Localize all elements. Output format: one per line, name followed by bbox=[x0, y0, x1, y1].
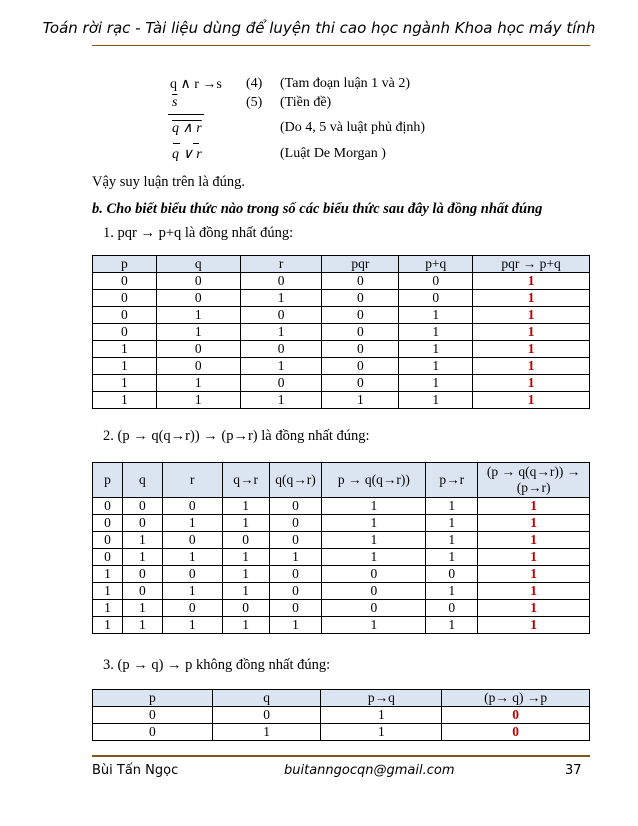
table-header-row bbox=[93, 256, 590, 273]
footer-author: Bùi Tấn Ngọc bbox=[92, 763, 179, 778]
table-cell: 0 bbox=[93, 498, 123, 515]
table-cell: 1 bbox=[240, 290, 322, 307]
table-cell: 1 bbox=[156, 392, 240, 409]
header-cell: r bbox=[240, 256, 322, 273]
table-cell: 0 bbox=[93, 724, 213, 741]
header-cell: pqr bbox=[322, 256, 399, 273]
table1-caption: 1. pqr → p+q là đồng nhất đúng: bbox=[103, 225, 294, 241]
proof-expr: $\overline{s}$ bbox=[172, 95, 178, 110]
table-cell: 1 bbox=[222, 566, 269, 583]
table-cell: 1 bbox=[321, 724, 442, 741]
table-cell: 1 bbox=[426, 549, 478, 566]
table-cell: 0 bbox=[322, 358, 399, 375]
table-cell: 1 bbox=[322, 617, 426, 634]
table-cell: 1 bbox=[399, 341, 473, 358]
header-cell: (p → q(q→r)) → (p→r) bbox=[478, 463, 590, 498]
result-cell: 1 bbox=[478, 498, 590, 515]
header-cell: p→r bbox=[426, 463, 478, 498]
proof-reason: (Do 4, 5 và luật phủ định) bbox=[280, 120, 426, 135]
overbar-r bbox=[193, 143, 199, 144]
table-cell: 1 bbox=[322, 498, 426, 515]
result-cell: 0 bbox=[442, 724, 590, 741]
table-cell: 0 bbox=[322, 600, 426, 617]
table-cell: 0 bbox=[93, 307, 157, 324]
table2-caption: 2. (p → q(q→r)) → (p→r) là đồng nhất đúng: bbox=[103, 428, 370, 444]
table-cell: 0 bbox=[322, 290, 399, 307]
table-cell: 1 bbox=[162, 515, 222, 532]
header-cell: q bbox=[122, 463, 162, 498]
table-cell: 0 bbox=[399, 290, 473, 307]
table-cell: 0 bbox=[269, 600, 322, 617]
table-cell: 1 bbox=[162, 549, 222, 566]
table-cell: 0 bbox=[269, 532, 322, 549]
table-cell: 1 bbox=[426, 583, 478, 600]
table-cell: 0 bbox=[156, 341, 240, 358]
result-cell: 1 bbox=[473, 375, 590, 392]
table-row bbox=[93, 324, 590, 341]
table-cell: 1 bbox=[321, 707, 442, 724]
header-cell: p→q bbox=[321, 690, 442, 707]
result-cell: 1 bbox=[473, 290, 590, 307]
table-cell: 0 bbox=[269, 498, 322, 515]
table-cell: 1 bbox=[222, 498, 269, 515]
table-row bbox=[93, 341, 590, 358]
table-cell: 1 bbox=[156, 324, 240, 341]
header-cell: q bbox=[212, 690, 321, 707]
table-cell: 0 bbox=[240, 273, 322, 290]
table-row bbox=[93, 707, 590, 724]
table-cell: 1 bbox=[399, 307, 473, 324]
header-cell: p bbox=[93, 463, 123, 498]
overbar-q bbox=[173, 143, 180, 144]
table-cell: 0 bbox=[93, 515, 123, 532]
table-cell: 1 bbox=[322, 549, 426, 566]
table-row bbox=[93, 515, 590, 532]
proof-num: (5) bbox=[246, 95, 263, 110]
table-cell: 0 bbox=[399, 273, 473, 290]
table-cell: 0 bbox=[426, 566, 478, 583]
table-cell: 1 bbox=[156, 307, 240, 324]
table-cell: 0 bbox=[122, 498, 162, 515]
table-cell: 0 bbox=[240, 341, 322, 358]
table-cell: 1 bbox=[399, 375, 473, 392]
table-cell: 0 bbox=[322, 341, 399, 358]
table-cell: 1 bbox=[93, 617, 123, 634]
table-cell: 0 bbox=[122, 583, 162, 600]
table-cell: 1 bbox=[322, 392, 399, 409]
result-cell: 0 bbox=[442, 707, 590, 724]
table-cell: 1 bbox=[426, 532, 478, 549]
result-cell: 1 bbox=[473, 324, 590, 341]
table-cell: 0 bbox=[156, 290, 240, 307]
header-cell: q(q→r) bbox=[269, 463, 322, 498]
table-cell: 0 bbox=[162, 532, 222, 549]
header-cell: (p→ q) →p bbox=[442, 690, 590, 707]
table-cell: 1 bbox=[93, 600, 123, 617]
table-cell: 0 bbox=[122, 566, 162, 583]
table-cell: 0 bbox=[222, 532, 269, 549]
conclusion-text: Vậy suy luận trên là đúng. bbox=[92, 174, 246, 190]
table-row bbox=[93, 532, 590, 549]
table-row bbox=[93, 290, 590, 307]
table-row bbox=[93, 566, 590, 583]
result-cell: 1 bbox=[473, 392, 590, 409]
table-cell: 1 bbox=[240, 358, 322, 375]
table-cell: 1 bbox=[322, 515, 426, 532]
table-cell: 0 bbox=[322, 307, 399, 324]
header-cell: r bbox=[162, 463, 222, 498]
table-cell: 0 bbox=[240, 375, 322, 392]
table-row bbox=[93, 617, 590, 634]
table-cell: 1 bbox=[240, 324, 322, 341]
table-cell: 1 bbox=[240, 392, 322, 409]
table-cell: 1 bbox=[222, 617, 269, 634]
result-cell: 1 bbox=[473, 341, 590, 358]
table-cell: 0 bbox=[212, 707, 321, 724]
table-cell: 1 bbox=[322, 532, 426, 549]
table-cell: 0 bbox=[93, 707, 213, 724]
result-cell: 1 bbox=[478, 566, 590, 583]
page-header: Toán rời rạc - Tài liệu dùng để luyện thi cao học ngành Khoa học máy tính bbox=[42, 19, 596, 37]
table-row bbox=[93, 375, 590, 392]
table-header-row bbox=[93, 463, 590, 498]
table-cell: 0 bbox=[240, 307, 322, 324]
table-row bbox=[93, 549, 590, 566]
table-row bbox=[93, 273, 590, 290]
table-cell: 1 bbox=[122, 617, 162, 634]
table-row bbox=[93, 307, 590, 324]
table-cell: 0 bbox=[162, 498, 222, 515]
table-cell: 1 bbox=[122, 600, 162, 617]
table-cell: 1 bbox=[222, 549, 269, 566]
header-cell: p bbox=[93, 256, 157, 273]
table-cell: 1 bbox=[399, 324, 473, 341]
result-cell: 1 bbox=[478, 515, 590, 532]
table-cell: 1 bbox=[426, 498, 478, 515]
truth-table-2 bbox=[92, 462, 590, 634]
table-cell: 0 bbox=[162, 566, 222, 583]
table-cell: 1 bbox=[222, 515, 269, 532]
table-cell: 0 bbox=[156, 358, 240, 375]
proof-reason: (Tam đoạn luận 1 và 2) bbox=[280, 76, 411, 91]
table-cell: 1 bbox=[93, 583, 123, 600]
table-cell: 0 bbox=[322, 375, 399, 392]
table-cell: 0 bbox=[93, 273, 157, 290]
footer-rule bbox=[92, 755, 590, 757]
result-cell: 1 bbox=[473, 358, 590, 375]
table-cell: 0 bbox=[93, 324, 157, 341]
table-cell: 0 bbox=[322, 583, 426, 600]
table-cell: 1 bbox=[93, 341, 157, 358]
table-cell: 0 bbox=[322, 566, 426, 583]
table-cell: 1 bbox=[426, 515, 478, 532]
table-cell: 1 bbox=[269, 617, 322, 634]
table-header-row bbox=[93, 690, 590, 707]
table-row bbox=[93, 583, 590, 600]
table-cell: 1 bbox=[222, 583, 269, 600]
table-row bbox=[93, 498, 590, 515]
result-cell: 1 bbox=[478, 583, 590, 600]
page-number: 37 bbox=[565, 763, 582, 778]
table-row bbox=[93, 724, 590, 741]
result-cell: 1 bbox=[473, 273, 590, 290]
table-cell: 1 bbox=[162, 583, 222, 600]
table-cell: 0 bbox=[93, 549, 123, 566]
table-cell: 1 bbox=[212, 724, 321, 741]
table-cell: 1 bbox=[93, 358, 157, 375]
proof-reason: (Luật De Morgan ) bbox=[280, 146, 386, 161]
table-cell: 0 bbox=[269, 515, 322, 532]
result-cell: 1 bbox=[478, 549, 590, 566]
proof-expr: q ∨ r bbox=[172, 147, 202, 162]
proof-expr: q ∧ r bbox=[172, 121, 202, 136]
proof-expr: q ∧ r →s bbox=[170, 77, 222, 92]
truth-table-3 bbox=[92, 689, 590, 741]
header-cell: p → q(q→r)) bbox=[322, 463, 426, 498]
table-cell: 0 bbox=[269, 566, 322, 583]
table-cell: 0 bbox=[322, 273, 399, 290]
header-cell: pqr → p+q bbox=[473, 256, 590, 273]
table-row bbox=[93, 358, 590, 375]
table-cell: 1 bbox=[122, 549, 162, 566]
result-cell: 1 bbox=[478, 600, 590, 617]
result-cell: 1 bbox=[478, 532, 590, 549]
table-row bbox=[93, 392, 590, 409]
table-cell: 1 bbox=[399, 358, 473, 375]
section-title: b. Cho biết biểu thức nào trong số các biểu thức sau đây là đồng nhất đúng bbox=[92, 201, 543, 217]
result-cell: 1 bbox=[478, 617, 590, 634]
table-cell: 0 bbox=[426, 600, 478, 617]
table-cell: 0 bbox=[269, 583, 322, 600]
table-cell: 1 bbox=[93, 566, 123, 583]
table-cell: 1 bbox=[399, 392, 473, 409]
header-cell: q→r bbox=[222, 463, 269, 498]
table-cell: 1 bbox=[93, 392, 157, 409]
header-cell: p bbox=[93, 690, 213, 707]
table-cell: 1 bbox=[162, 617, 222, 634]
footer-email: buitanngocqn@gmail.com bbox=[284, 763, 455, 778]
header-rule bbox=[92, 45, 590, 46]
proof-reason: (Tiền đề) bbox=[280, 95, 332, 110]
header-cell: p+q bbox=[399, 256, 473, 273]
table-cell: 1 bbox=[122, 532, 162, 549]
truth-table-1 bbox=[92, 255, 590, 409]
table-cell: 0 bbox=[122, 515, 162, 532]
table-row bbox=[93, 600, 590, 617]
table-cell: 0 bbox=[93, 290, 157, 307]
table-cell: 0 bbox=[93, 532, 123, 549]
table-cell: 1 bbox=[156, 375, 240, 392]
table-cell: 0 bbox=[156, 273, 240, 290]
table-cell: 1 bbox=[269, 549, 322, 566]
proof-separator bbox=[168, 114, 204, 115]
table-cell: 1 bbox=[93, 375, 157, 392]
result-cell: 1 bbox=[473, 307, 590, 324]
table-cell: 1 bbox=[426, 617, 478, 634]
header-cell: q bbox=[156, 256, 240, 273]
table-cell: 0 bbox=[222, 600, 269, 617]
table3-caption: 3. (p → q) → p không đồng nhất đúng: bbox=[103, 657, 331, 673]
proof-num: (4) bbox=[246, 76, 263, 91]
table-cell: 0 bbox=[162, 600, 222, 617]
table-cell: 0 bbox=[322, 324, 399, 341]
